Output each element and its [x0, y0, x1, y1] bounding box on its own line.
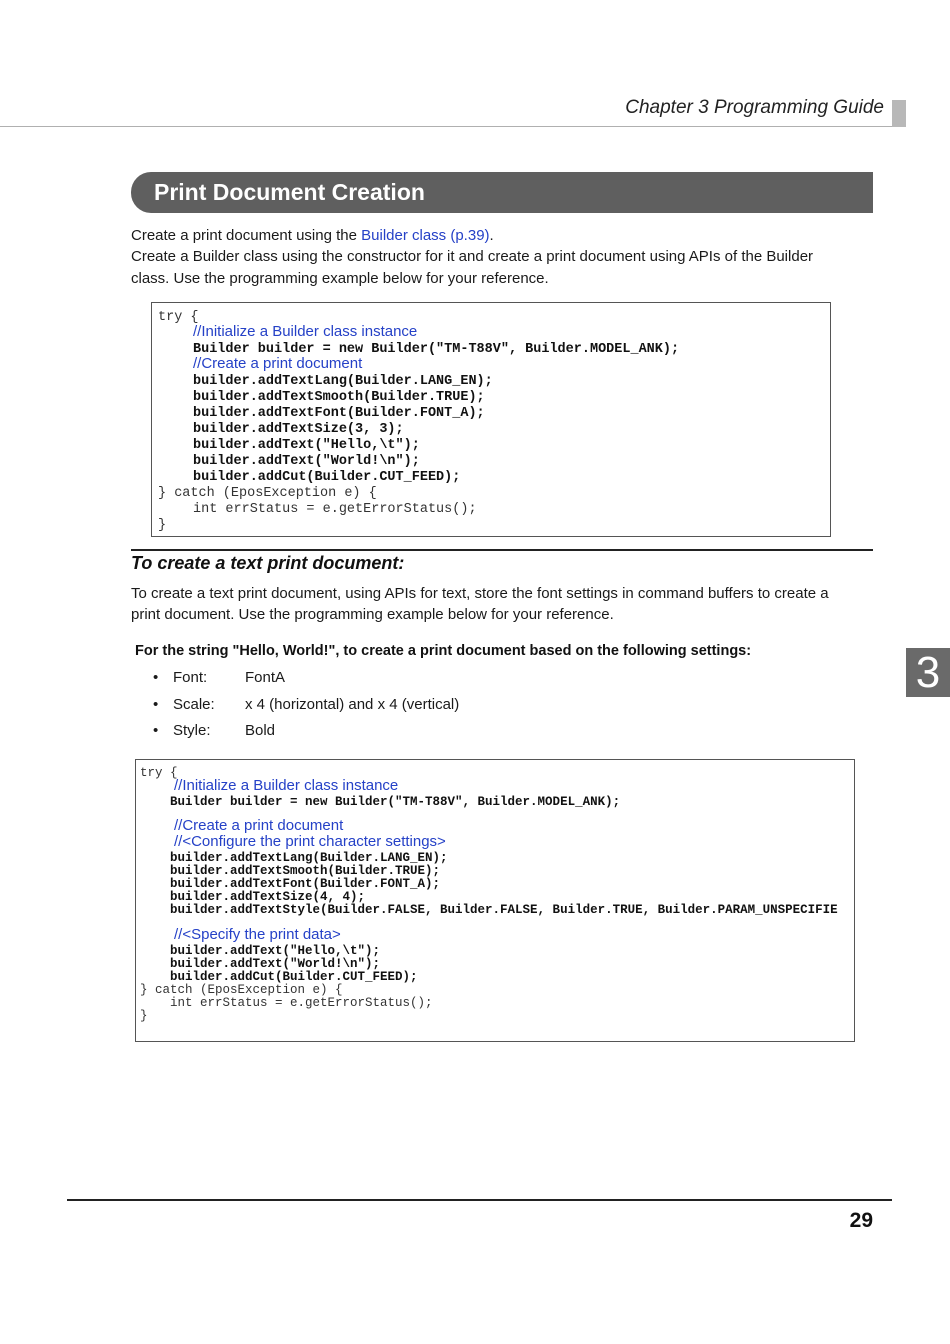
intro-line-1-prefix: Create a print document using the — [131, 227, 362, 244]
page-number: 29 — [849, 1209, 873, 1232]
code-line: builder.addText("World!\n"); — [193, 454, 420, 469]
setting-value: x 4 (horizontal) and x 4 (vertical) — [245, 696, 460, 713]
code-comment: //Create a print document — [193, 355, 363, 372]
code-line: builder.addText("Hello,\t"); — [170, 944, 381, 958]
section-title: Print Document Creation — [154, 179, 425, 205]
code-comment: //<Configure the print character settings> — [174, 833, 446, 850]
code-line: builder.addTextSmooth(Builder.TRUE); — [193, 390, 485, 405]
code-sample-2 — [135, 759, 855, 1042]
footer-rule — [67, 1199, 892, 1201]
bullet-icon: • — [153, 722, 159, 739]
code-line: builder.addTextSmooth(Builder.TRUE); — [170, 864, 441, 878]
chapter-side-tab-number: 3 — [915, 648, 941, 697]
code-line: try { — [158, 310, 199, 325]
code-comment: //Create a print document — [174, 817, 344, 834]
code-line: Builder builder = new Builder("TM-T88V", Builder.MODEL_ANK); — [193, 342, 680, 357]
setting-label: Scale: — [173, 696, 215, 713]
chapter-header: Chapter 3 Programming Guide — [625, 97, 884, 118]
code-line: } — [158, 518, 167, 533]
bullet-icon: • — [153, 669, 159, 686]
bullet-icon: • — [153, 696, 159, 713]
code-comment: //Initialize a Builder class instance — [193, 323, 418, 340]
code-line: builder.addCut(Builder.CUT_FEED); — [193, 470, 461, 485]
subsection-para-line-1: To create a text print document, using APIs for text, store the font settings in command buffers to create a — [131, 585, 829, 602]
subsection-heading: To create a text print document: — [131, 553, 405, 573]
intro-line-3: class. Use the programming example below for your reference. — [131, 270, 549, 287]
setting-label: Font: — [173, 669, 208, 686]
code-line: builder.addTextSize(4, 4); — [170, 890, 366, 904]
subsection-para-line-2: print document. Use the programming example below for your reference. — [131, 606, 614, 623]
code-line: builder.addTextLang(Builder.LANG_EN); — [193, 374, 493, 389]
chapter-side-tab — [906, 648, 950, 697]
code-sample-1 — [151, 302, 831, 537]
code-line: builder.addCut(Builder.CUT_FEED); — [170, 970, 418, 984]
code-line: try { — [140, 766, 178, 780]
intro-line-1 — [131, 225, 871, 247]
subsection-rule — [131, 549, 873, 551]
setting-label: Style: — [173, 722, 211, 739]
code-line: builder.addTextFont(Builder.FONT_A); — [170, 877, 441, 891]
code-line: } catch (EposException e) { — [140, 983, 343, 997]
setting-value: Bold — [245, 722, 276, 739]
code-line: builder.addTextSize(3, 3); — [193, 422, 404, 437]
code-line: builder.addTextStyle(Builder.FALSE, Builder.FALSE, Builder.TRUE, Builder.PARAM_UNSPECIFIE — [170, 903, 838, 917]
code-comment: //<Specify the print data> — [174, 926, 341, 943]
code-comment: //Initialize a Builder class instance — [174, 777, 399, 794]
settings-heading: For the string "Hello, World!", to create a print document based on the following settings: — [135, 643, 752, 659]
code-line: builder.addTextFont(Builder.FONT_A); — [193, 406, 485, 421]
code-line: int errStatus = e.getErrorStatus(); — [170, 996, 433, 1010]
code-line: builder.addTextLang(Builder.LANG_EN); — [170, 851, 448, 865]
code-line: } — [140, 1009, 148, 1023]
chapter-header-tab — [892, 100, 906, 127]
code-line: int errStatus = e.getErrorStatus(); — [193, 502, 477, 517]
section-title-bar — [131, 172, 873, 213]
code-line: Builder builder = new Builder("TM-T88V", Builder.MODEL_ANK); — [170, 795, 621, 809]
intro-line-2: Create a Builder class using the constructor for it and create a print document using APIs of the Builder — [131, 248, 814, 265]
header-rule — [0, 126, 892, 127]
builder-class-link[interactable]: Builder class (p.39) — [361, 227, 490, 244]
intro-line-1-suffix: . — [489, 227, 494, 244]
code-line: } catch (EposException e) { — [158, 486, 377, 501]
code-line: builder.addText("World!\n"); — [170, 957, 381, 971]
setting-value: FontA — [245, 669, 286, 686]
code-line: builder.addText("Hello,\t"); — [193, 438, 420, 453]
